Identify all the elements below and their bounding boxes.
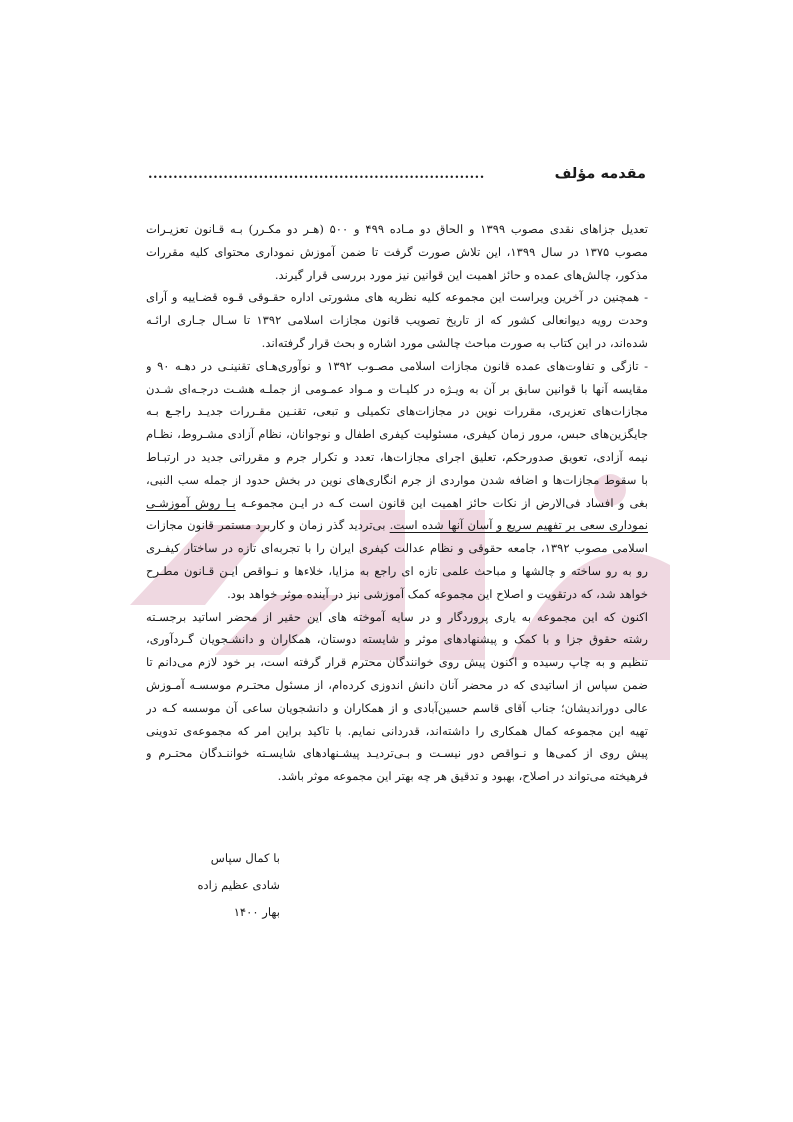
- text-line: مصوب ۱۳۷۵ در سال ۱۳۹۹، این تلاش صورت گرفت تا ضمن آموزش نموداری محتوای کلیه مقررات: [146, 244, 648, 259]
- text-line: مذکور، چالش‌های عمده و حائز اهمیت این قوانین نیز مورد بررسی قرار گیرند.: [274, 267, 648, 282]
- text-line: خواهد شد، که درتقویت و اصلاح این مجموعه کمک آموزشی نیز در آینده موثر خواهد بود.: [227, 586, 648, 601]
- text-line: مجازات‌های تعزیری، مقررات نوین در مجازات‌های تکمیلی و تبعی، تقنـین مقـررات جدیـد راجـع بـه: [146, 404, 648, 419]
- text-line: اکنون که این مجموعه به یاری پروردگار و در سایه آموخته های این حقیر از محضر اساتید برجسـته: [146, 609, 648, 624]
- text-line: [146, 492, 648, 515]
- text-line: اسلامی مصوب ۱۳۹۲، جامعه حقوقی و نظام عدالت کیفری ایران را با تجربه‌ای تازه در ساختار کیفـری: [146, 541, 648, 556]
- text-line: عالی دوراندیشان؛ جناب آقای قاسم حسین‌آبادی و از همکاران و دانشجویان ساعی آن موسسه کـه در: [146, 700, 648, 715]
- section-title: مقدمه مؤلف: [554, 166, 646, 182]
- signature-block: [160, 845, 280, 926]
- signature-author: شادی عظیم زاده: [197, 878, 280, 892]
- text-line: مقایسه آنها با قوانین سابق بر آن به ویـژه در کلیـات و مـواد عمـومی از جملـه هشـت درجـه‌ای شـدن: [146, 381, 648, 396]
- underlined-text: نموداری سعی بر تفهیم سریع و آسان آنها شده است.: [389, 518, 648, 533]
- text-line: - تازگی و تفاوت‌های عمده قانون مجازات اسلامی مصـوب ۱۳۹۲ و نوآوری‌هـای تقنینـی در دهـه ۹۰ و: [146, 358, 648, 373]
- dotted-leader: ...................................................................: [148, 167, 485, 182]
- body-text: [146, 218, 648, 788]
- text-line: نیمه آزادی، تعویق صدورحکم، تعلیق اجرای مجازات‌ها، تعدد و تکرار جرم و مقرراتی جدید در ارتبـاط: [146, 449, 648, 464]
- signature-date: بهار ۱۴۰۰: [233, 905, 280, 919]
- text-line: تنظیم و به چاپ رسیده و اکنون پیش روی خوانندگان محترم قرار گرفته است، بر خود لازم می‌دانم تا: [146, 655, 648, 670]
- text-segment: بی‌تردید گذر زمان و کاربرد مستمر قانون مجازات: [146, 518, 390, 533]
- text-line: با سقوط مجازات‌ها و اضافه شدن مواردی از جرم انگاری‌های نوین در بخش حدود از جمله سب النبی،: [146, 472, 648, 487]
- text-segment: بغی و افساد فی‌الارض از نکات حائز اهمیت این قانون است کـه در ایـن مجموعـه: [235, 495, 648, 510]
- text-line: تهیه این مجموعه کمال همکاری را داشته‌اند، قدردانی نمایم. با تاکید براین امر که مجموعه‌ی تدوینی: [146, 723, 648, 738]
- text-line: ضمن سپاس از اساتیدی که در محضر آنان دانش اندوزی کرده‌ام، از مسئول محتـرم موسسـه آمـوزش: [146, 677, 648, 692]
- text-line: - همچنین در آخرین ویراست این مجموعه کلیه نظریه های مشورتی اداره حقـوقی قـوه قضـاییه و آرای: [146, 290, 648, 305]
- text-line: [146, 514, 648, 537]
- text-line: شده‌اند، در این کتاب به صورت مباحث چالشی مورد اشاره و بحث قرار گرفته‌اند.: [261, 335, 648, 350]
- text-line: رو به رو ساخته و چالشها و مباحث علمی تازه ای راجع به مزایا، خلاءها و نـواقص ایـن قـانون مطـرح: [146, 563, 648, 578]
- text-line: وحدت رویه دیوانعالی کشور که از تاریخ تصویب قانون مجازات اسلامی ۱۳۹۲ تا سـال جـاری ارائـه: [146, 313, 648, 328]
- text-line: تعدیل جزاهای نقدی مصوب ۱۳۹۹ و الحاق دو مـاده ۴۹۹ و ۵۰۰ (هـر دو مکـرر) بـه قـانون تعزیـرات: [146, 222, 648, 236]
- signature-closing: با کمال سپاس: [210, 851, 280, 865]
- underlined-text: بـا روش آموزشـی: [146, 495, 236, 510]
- text-line: فرهیخته می‌تواند در اصلاح، بهبود و تدقیق هر چه بهتر این مجموعه موثر باشد.: [277, 769, 648, 784]
- text-line: جایگزین‌های حبس، مرور زمان کیفری، مسئولیت کیفری اطفال و نوجوانان، نظام آزادی مشـروط، نظـام: [146, 427, 648, 442]
- section-header: [148, 166, 646, 186]
- text-line: رشته حقوق جزا و با کمک و پیشنهادهای موثر و شایسته دوستان، همکاران و دانشـجویان گـردآوری،: [146, 632, 648, 647]
- text-line: پیش روی از کمی‌ها و نـواقص دور نیسـت و بـی‌تردیـد پیشـنهادهای شایسـته خواننـدگان محتـرم و: [146, 746, 648, 761]
